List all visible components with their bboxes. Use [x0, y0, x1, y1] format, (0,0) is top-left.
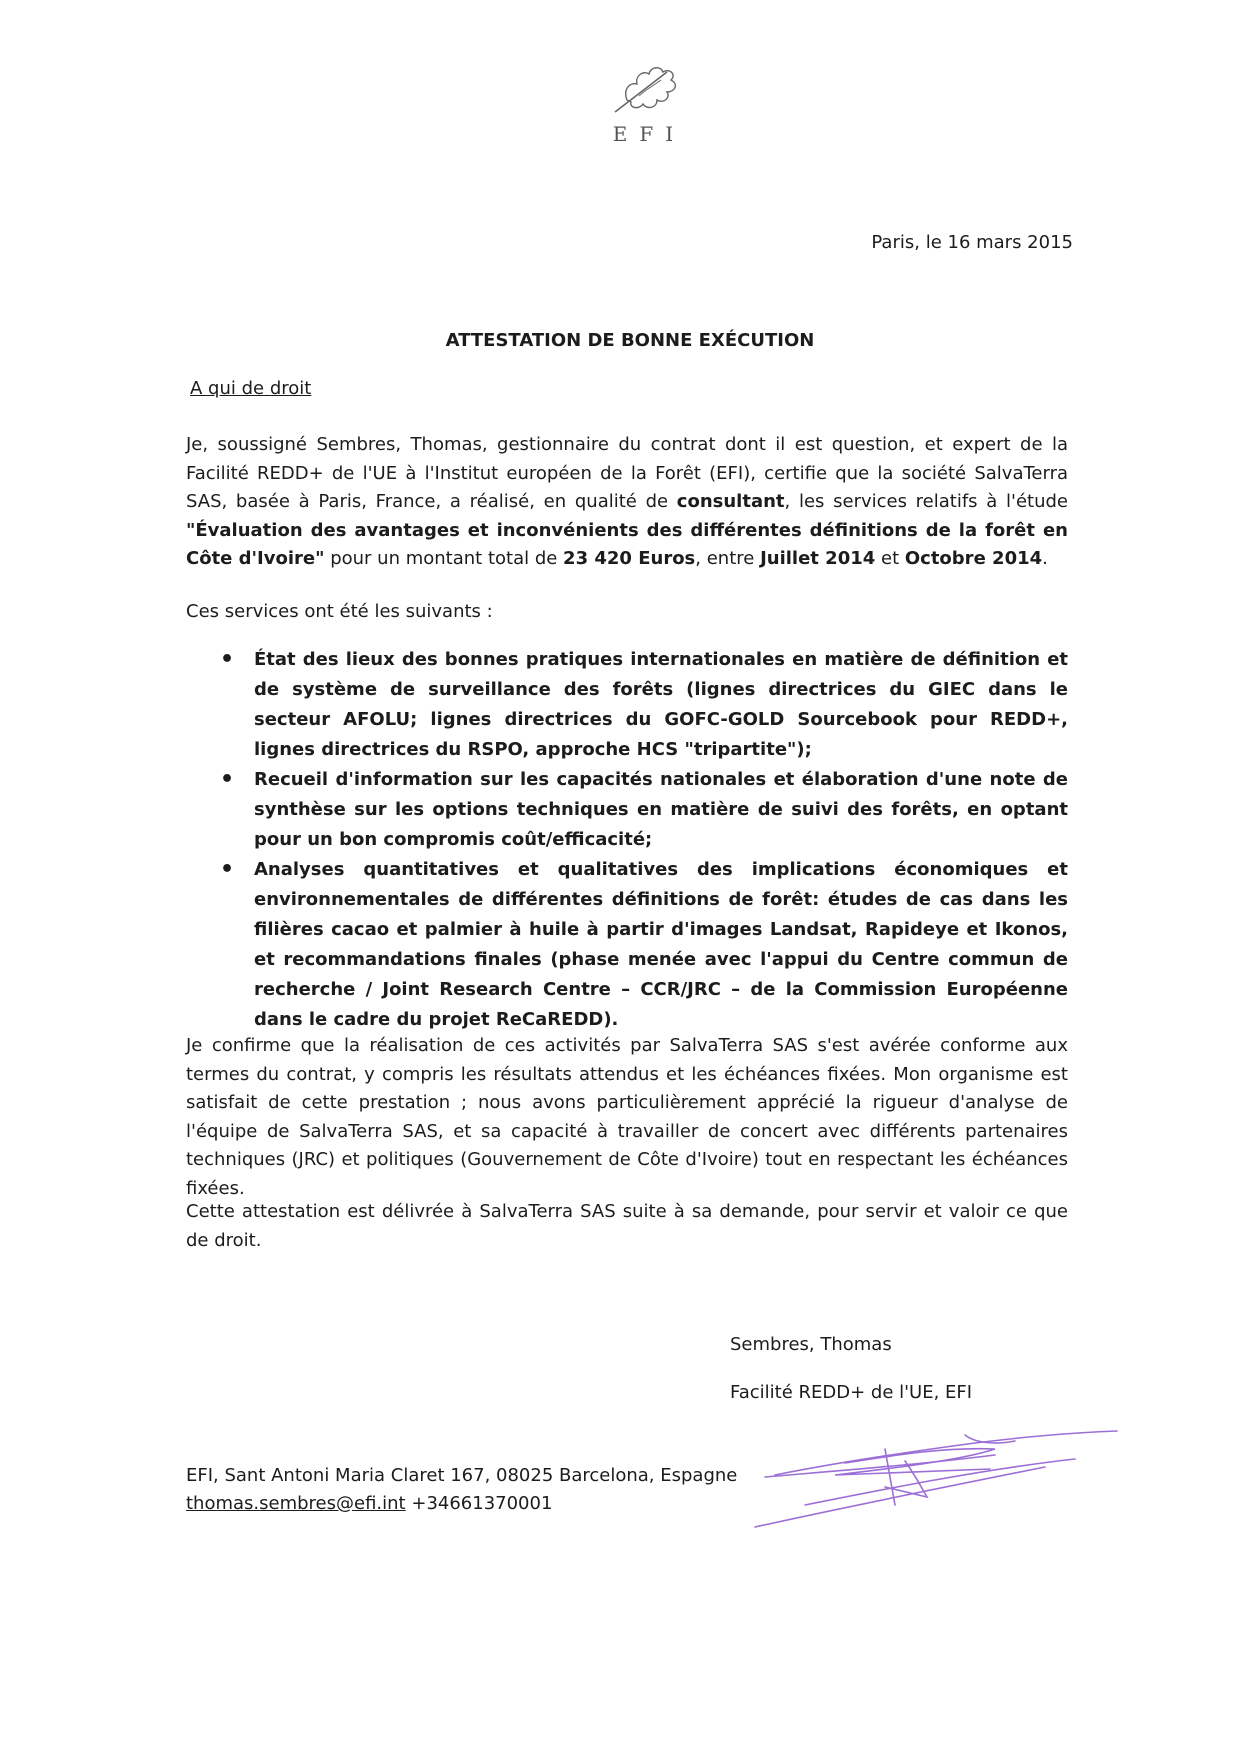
footer-contact-line [186, 1490, 737, 1518]
title-text: ATTESTATION DE BONNE EXÉCUTION [445, 330, 815, 351]
p1-bold-end: Octobre 2014 [904, 548, 1043, 570]
p1-text-1: Je, soussigné Sembres, Thomas, gestionnaire du contrat dont il est question, et expert de la Facilité REDD+ de l'UE à l'Institut européen de la Forêt (EFI), certifie que la société SalvaTerra SAS, basée à Paris, France, a réalisé, en qualité de [186, 434, 1068, 513]
p1-bold-role: consultant [676, 491, 785, 513]
signer-name: Sembres, Thomas [730, 1334, 892, 1355]
p1-text-5: et [875, 548, 905, 570]
p1-text-3: pour un montant total de [324, 548, 564, 570]
oak-leaf-icon [605, 60, 685, 120]
footer-contact [186, 1462, 737, 1518]
footer-address: EFI, Sant Antoni Maria Claret 167, 08025 Barcelona, Espagne [186, 1465, 738, 1486]
email-link[interactable]: thomas.sembres@efi.int [186, 1493, 406, 1514]
signer-organization: Facilité REDD+ de l'UE, EFI [730, 1382, 973, 1403]
list-item: • Analyses quantitatives et qualitatives des implications économiques et environnementales de différentes définitions de forêt: études de cas dans les filières cacao et palmier à huile à partir d'images Landsat, Rapideye et Ikonos, et recommandations finales (phase menée avec l'appui du Centre commun de recherche / Joint Research Centre – CCR/JRC – de la Commission Européenne dans le cadre du projet ReCaREDD). [186, 855, 1068, 1035]
salutation: A qui de droit [190, 378, 312, 399]
document-title [0, 330, 1240, 351]
p1-text-2: , les services relatifs à l'étude [784, 491, 1068, 513]
services-intro: Ces services ont été les suivants : [186, 601, 493, 622]
p1-text-4: , entre [695, 548, 761, 570]
p1-bold-study: "Évaluation des avantages et inconvénients des différentes définitions de la forêt en Côte d'Ivoire" [186, 519, 1068, 570]
certification-paragraph [186, 431, 1068, 574]
phone-number: +34661370001 [411, 1493, 553, 1514]
p1-bold-amount: 23 420 Euros [563, 548, 696, 570]
list-item: • Recueil d'information sur les capacités nationales et élaboration d'une note de synthèse sur les options techniques en matière de suivi des forêts, en optant pour un bon compromis coût/efficacité; [186, 765, 1068, 855]
p1-text-6: . [1042, 548, 1048, 570]
confirmation-paragraph: Je confirme que la réalisation de ces activités par SalvaTerra SAS s'est avérée conforme aux termes du contrat, y compris les résultats attendus et les échéances fixées. Mon organisme est satisfait de cette prestation ; nous avons particulièrement apprécié la rigueur d'analyse de l'équipe de SalvaTerra SAS, et sa capacité à travailler de concert avec différents partenaires techniques (JRC) et politiques (Gouvernement de Côte d'Ivoire) tout en respectant les échéances fixées. [186, 1035, 1068, 1199]
letter-date: Paris, le 16 mars 2015 [871, 232, 1073, 253]
logo-text: EFI [612, 122, 686, 146]
list-item: • État des lieux des bonnes pratiques internationales en matière de définition et de système de surveillance des forêts (lignes directrices du GIEC dans le secteur AFOLU; lignes directrices du GOFC-GOLD Sourcebook pour REDD+, lignes directrices du RSPO, approche HCS "tripartite"); [186, 645, 1068, 765]
closing-paragraph: Cette attestation est délivrée à SalvaTerra SAS suite à sa demande, pour servir et valoir ce que de droit. [186, 1201, 1068, 1251]
p1-bold-start: Juillet 2014 [760, 548, 876, 570]
services-list [186, 645, 1068, 1035]
efi-logo [590, 60, 700, 146]
handwritten-signature [745, 1425, 1125, 1535]
